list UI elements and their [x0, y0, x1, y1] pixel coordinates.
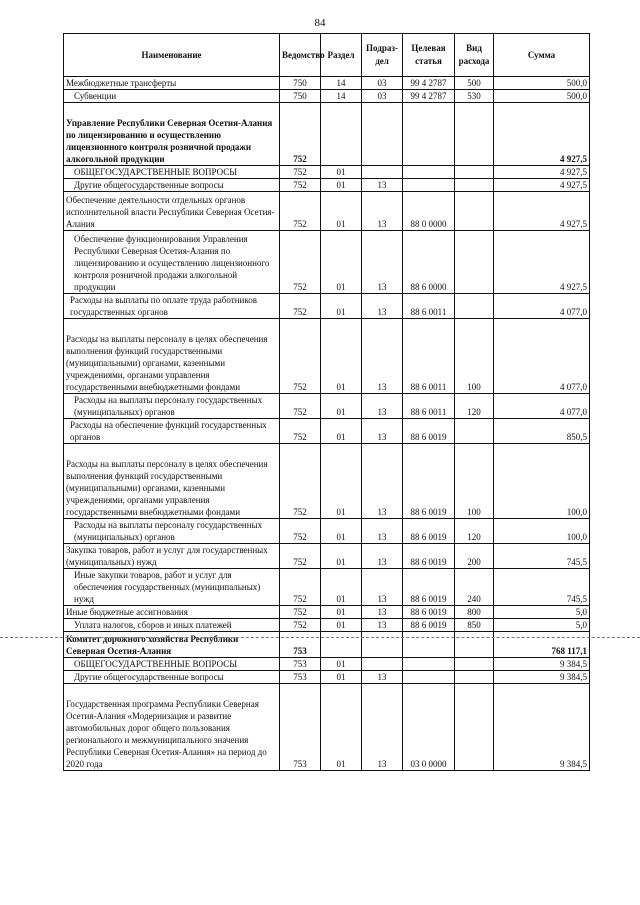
cell-subsection: 03 [362, 90, 403, 103]
cell-section: 01 [321, 519, 362, 544]
cell-exp-type: 200 [455, 544, 494, 569]
cell-section: 01 [321, 671, 362, 684]
table-row [64, 569, 590, 606]
table-row [64, 319, 590, 394]
cell-subsection: 13 [362, 569, 403, 606]
cell-exp-type: 120 [455, 394, 494, 419]
cell-exp-type: 500 [455, 77, 494, 90]
cell-target [403, 103, 455, 166]
cell-section: 01 [321, 192, 362, 231]
cell-subsection [362, 658, 403, 671]
cell-sum: 9 384,5 [494, 684, 590, 771]
cell-section: 01 [321, 179, 362, 192]
cell-name: Уплата налогов, сборов и иных платежей [64, 619, 280, 632]
cell-exp-type: 800 [455, 606, 494, 619]
cell-exp-type: 530 [455, 90, 494, 103]
cell-subsection: 13 [362, 419, 403, 444]
cell-sum: 768 117,1 [494, 632, 590, 658]
cell-dept: 753 [280, 632, 321, 658]
cell-sum: 4 077,0 [494, 319, 590, 394]
cell-name: Обеспечение деятельности отдельных органов исполнительной власти Республики Северная Осетия-Алания [64, 192, 280, 231]
cell-sum: 745,5 [494, 569, 590, 606]
cell-dept: 752 [280, 179, 321, 192]
cell-exp-type: 240 [455, 569, 494, 606]
cell-target [403, 658, 455, 671]
table-row [64, 103, 590, 166]
cell-sum: 5,0 [494, 606, 590, 619]
cell-exp-type [455, 231, 494, 294]
cell-exp-type [455, 294, 494, 319]
table-row [64, 90, 590, 103]
cell-target: 88 0 0000 [403, 192, 455, 231]
cell-target: 99 4 2787 [403, 77, 455, 90]
cell-sum: 100,0 [494, 519, 590, 544]
table-row [64, 192, 590, 231]
cell-sum: 500,0 [494, 90, 590, 103]
table-row [64, 294, 590, 319]
table-row [64, 606, 590, 619]
cell-sum: 4 927,5 [494, 179, 590, 192]
cell-sum: 100,0 [494, 444, 590, 519]
cell-target: 88 6 0019 [403, 419, 455, 444]
cell-exp-type [455, 179, 494, 192]
cell-subsection: 13 [362, 319, 403, 394]
cell-exp-type [455, 166, 494, 179]
cell-target [403, 166, 455, 179]
cell-dept: 752 [280, 519, 321, 544]
cell-target: 88 6 0019 [403, 544, 455, 569]
table-row [64, 179, 590, 192]
cell-sum: 9 384,5 [494, 671, 590, 684]
header-dept: Ведомство [280, 34, 321, 77]
cell-section: 01 [321, 544, 362, 569]
table-row [64, 671, 590, 684]
cell-dept: 752 [280, 569, 321, 606]
cell-name: Расходы на выплаты персоналу в целях обеспечения выполнения функций государственными (муниципальными) органами, казенными учреждениями, органами управления государственными внебюджетными фондами [64, 444, 280, 519]
cell-target [403, 632, 455, 658]
table-row [64, 77, 590, 90]
cell-name: Управление Республики Северная Осетия-Алания по лицензированию и осуществлению лицензионного контроля розничной продажи алкогольной продукции [64, 103, 280, 166]
cell-exp-type [455, 419, 494, 444]
cell-subsection: 13 [362, 671, 403, 684]
cell-dept: 752 [280, 103, 321, 166]
cell-section [321, 632, 362, 658]
cell-sum: 9 384,5 [494, 658, 590, 671]
cell-name: Иные закупки товаров, работ и услуг для обеспечения государственных (муниципальных) нужд [64, 569, 280, 606]
cell-exp-type [455, 671, 494, 684]
cell-target: 99 4 2787 [403, 90, 455, 103]
cell-sum: 5,0 [494, 619, 590, 632]
cell-sum: 4 927,5 [494, 231, 590, 294]
cell-target: 88 6 0019 [403, 519, 455, 544]
cell-section: 01 [321, 294, 362, 319]
cell-sum: 500,0 [494, 77, 590, 90]
cell-subsection: 03 [362, 77, 403, 90]
cell-exp-type [455, 658, 494, 671]
cell-subsection: 13 [362, 684, 403, 771]
cell-name: Расходы на обеспечение функций государственных органов [64, 419, 280, 444]
header-section: Раздел [321, 34, 362, 77]
table-row [64, 632, 590, 658]
header-target: Целевая статья [403, 34, 455, 77]
cell-dept: 752 [280, 619, 321, 632]
table-row [64, 394, 590, 419]
cell-name: Обеспечение функционирования Управления Республики Северная Осетия-Алания по лицензированию и осуществлению лицензионного контроля розничной продажи алкогольной продукции [64, 231, 280, 294]
header-subsection: Подраз-дел [362, 34, 403, 77]
cell-dept: 752 [280, 192, 321, 231]
cell-target: 88 6 0011 [403, 319, 455, 394]
cell-exp-type [455, 632, 494, 658]
cell-dept: 752 [280, 419, 321, 444]
cell-name: Другие общегосударственные вопросы [64, 179, 280, 192]
cell-exp-type: 850 [455, 619, 494, 632]
cell-dept: 752 [280, 606, 321, 619]
cell-subsection: 13 [362, 179, 403, 192]
cell-dept: 752 [280, 319, 321, 394]
cell-section: 01 [321, 606, 362, 619]
cell-target: 88 6 0019 [403, 606, 455, 619]
cell-dept: 752 [280, 394, 321, 419]
cell-target: 03 0 0000 [403, 684, 455, 771]
cell-subsection: 13 [362, 231, 403, 294]
cell-name: Закупка товаров, работ и услуг для государственных (муниципальных) нужд [64, 544, 280, 569]
cell-section: 01 [321, 444, 362, 519]
cell-name: ОБЩЕГОСУДАРСТВЕННЫЕ ВОПРОСЫ [64, 166, 280, 179]
cell-sum: 4 927,5 [494, 103, 590, 166]
cell-dept: 750 [280, 90, 321, 103]
cell-dept: 752 [280, 294, 321, 319]
cell-section: 01 [321, 569, 362, 606]
cell-sum: 4 927,5 [494, 166, 590, 179]
cell-section: 01 [321, 319, 362, 394]
cell-sum: 4 077,0 [494, 294, 590, 319]
cell-sum: 850,5 [494, 419, 590, 444]
cell-section: 01 [321, 394, 362, 419]
cell-dept: 753 [280, 658, 321, 671]
table-body [64, 77, 590, 771]
cell-section: 01 [321, 231, 362, 294]
cell-target: 88 6 0011 [403, 294, 455, 319]
table-row [64, 684, 590, 771]
cell-subsection: 13 [362, 606, 403, 619]
cell-name: Другие общегосударственные вопросы [64, 671, 280, 684]
table-header-row [64, 34, 590, 77]
table-row [64, 419, 590, 444]
cell-name: Межбюджетные трансферты [64, 77, 280, 90]
cell-name: ОБЩЕГОСУДАРСТВЕННЫЕ ВОПРОСЫ [64, 658, 280, 671]
cell-subsection [362, 103, 403, 166]
cell-section: 14 [321, 90, 362, 103]
table-row [64, 619, 590, 632]
cell-dept: 750 [280, 77, 321, 90]
cell-target: 88 6 0019 [403, 444, 455, 519]
cell-section: 01 [321, 419, 362, 444]
cell-section: 01 [321, 166, 362, 179]
cell-name: Субвенции [64, 90, 280, 103]
cell-exp-type [455, 192, 494, 231]
cell-target: 88 6 0011 [403, 394, 455, 419]
cell-name: Иные бюджетные ассигнования [64, 606, 280, 619]
cell-target [403, 671, 455, 684]
cell-sum: 4 927,5 [494, 192, 590, 231]
cell-section: 01 [321, 619, 362, 632]
cell-exp-type: 100 [455, 444, 494, 519]
cell-exp-type [455, 684, 494, 771]
page-number: 84 [314, 17, 326, 29]
cell-section: 14 [321, 77, 362, 90]
cell-exp-type [455, 103, 494, 166]
header-sum: Сумма [494, 34, 590, 77]
table-row [64, 544, 590, 569]
cell-target: 88 6 0019 [403, 619, 455, 632]
cell-subsection: 13 [362, 294, 403, 319]
cell-sum: 4 077,0 [494, 394, 590, 419]
cell-target [403, 179, 455, 192]
table-row [64, 231, 590, 294]
cell-dept: 752 [280, 444, 321, 519]
cell-dept: 753 [280, 671, 321, 684]
cell-sum: 745,5 [494, 544, 590, 569]
cell-subsection: 13 [362, 619, 403, 632]
cell-subsection [362, 632, 403, 658]
cell-target: 88 6 0000 [403, 231, 455, 294]
cell-section [321, 103, 362, 166]
header-exp-type: Вид расхода [455, 34, 494, 77]
cell-subsection: 13 [362, 394, 403, 419]
cell-name: Расходы на выплаты персоналу государственных (муниципальных) органов [64, 519, 280, 544]
cell-dept: 752 [280, 166, 321, 179]
cell-target: 88 6 0019 [403, 569, 455, 606]
table-row [64, 658, 590, 671]
table-row [64, 519, 590, 544]
cell-exp-type: 100 [455, 319, 494, 394]
budget-table [63, 33, 590, 771]
cell-name: Расходы на выплаты персоналу в целях обеспечения выполнения функций государственными (муниципальными) органами, казенными учреждениями, органами управления государственными внебюджетными фондами [64, 319, 280, 394]
scan-fold-line [0, 637, 640, 638]
cell-section: 01 [321, 684, 362, 771]
cell-exp-type: 120 [455, 519, 494, 544]
cell-name: Комитет дорожного хозяйства Республики Северная Осетия-Алания [64, 632, 280, 658]
cell-name: Расходы на выплаты персоналу государственных (муниципальных) органов [64, 394, 280, 419]
cell-subsection: 13 [362, 519, 403, 544]
cell-subsection: 13 [362, 192, 403, 231]
cell-subsection: 13 [362, 444, 403, 519]
cell-name: Расходы на выплаты по оплате труда работников государственных органов [64, 294, 280, 319]
cell-dept: 752 [280, 231, 321, 294]
cell-subsection: 13 [362, 544, 403, 569]
table-row [64, 444, 590, 519]
cell-dept: 753 [280, 684, 321, 771]
cell-name: Государственная программа Республики Северная Осетия-Алания «Модернизация и развитие автомобильных дорог общего пользования регионального и межмуниципального значения Республики Северная Осетия-Алания» на период до 2020 года [64, 684, 280, 771]
cell-dept: 752 [280, 544, 321, 569]
cell-subsection [362, 166, 403, 179]
cell-section: 01 [321, 658, 362, 671]
header-name: Наименование [64, 34, 280, 77]
table-row [64, 166, 590, 179]
